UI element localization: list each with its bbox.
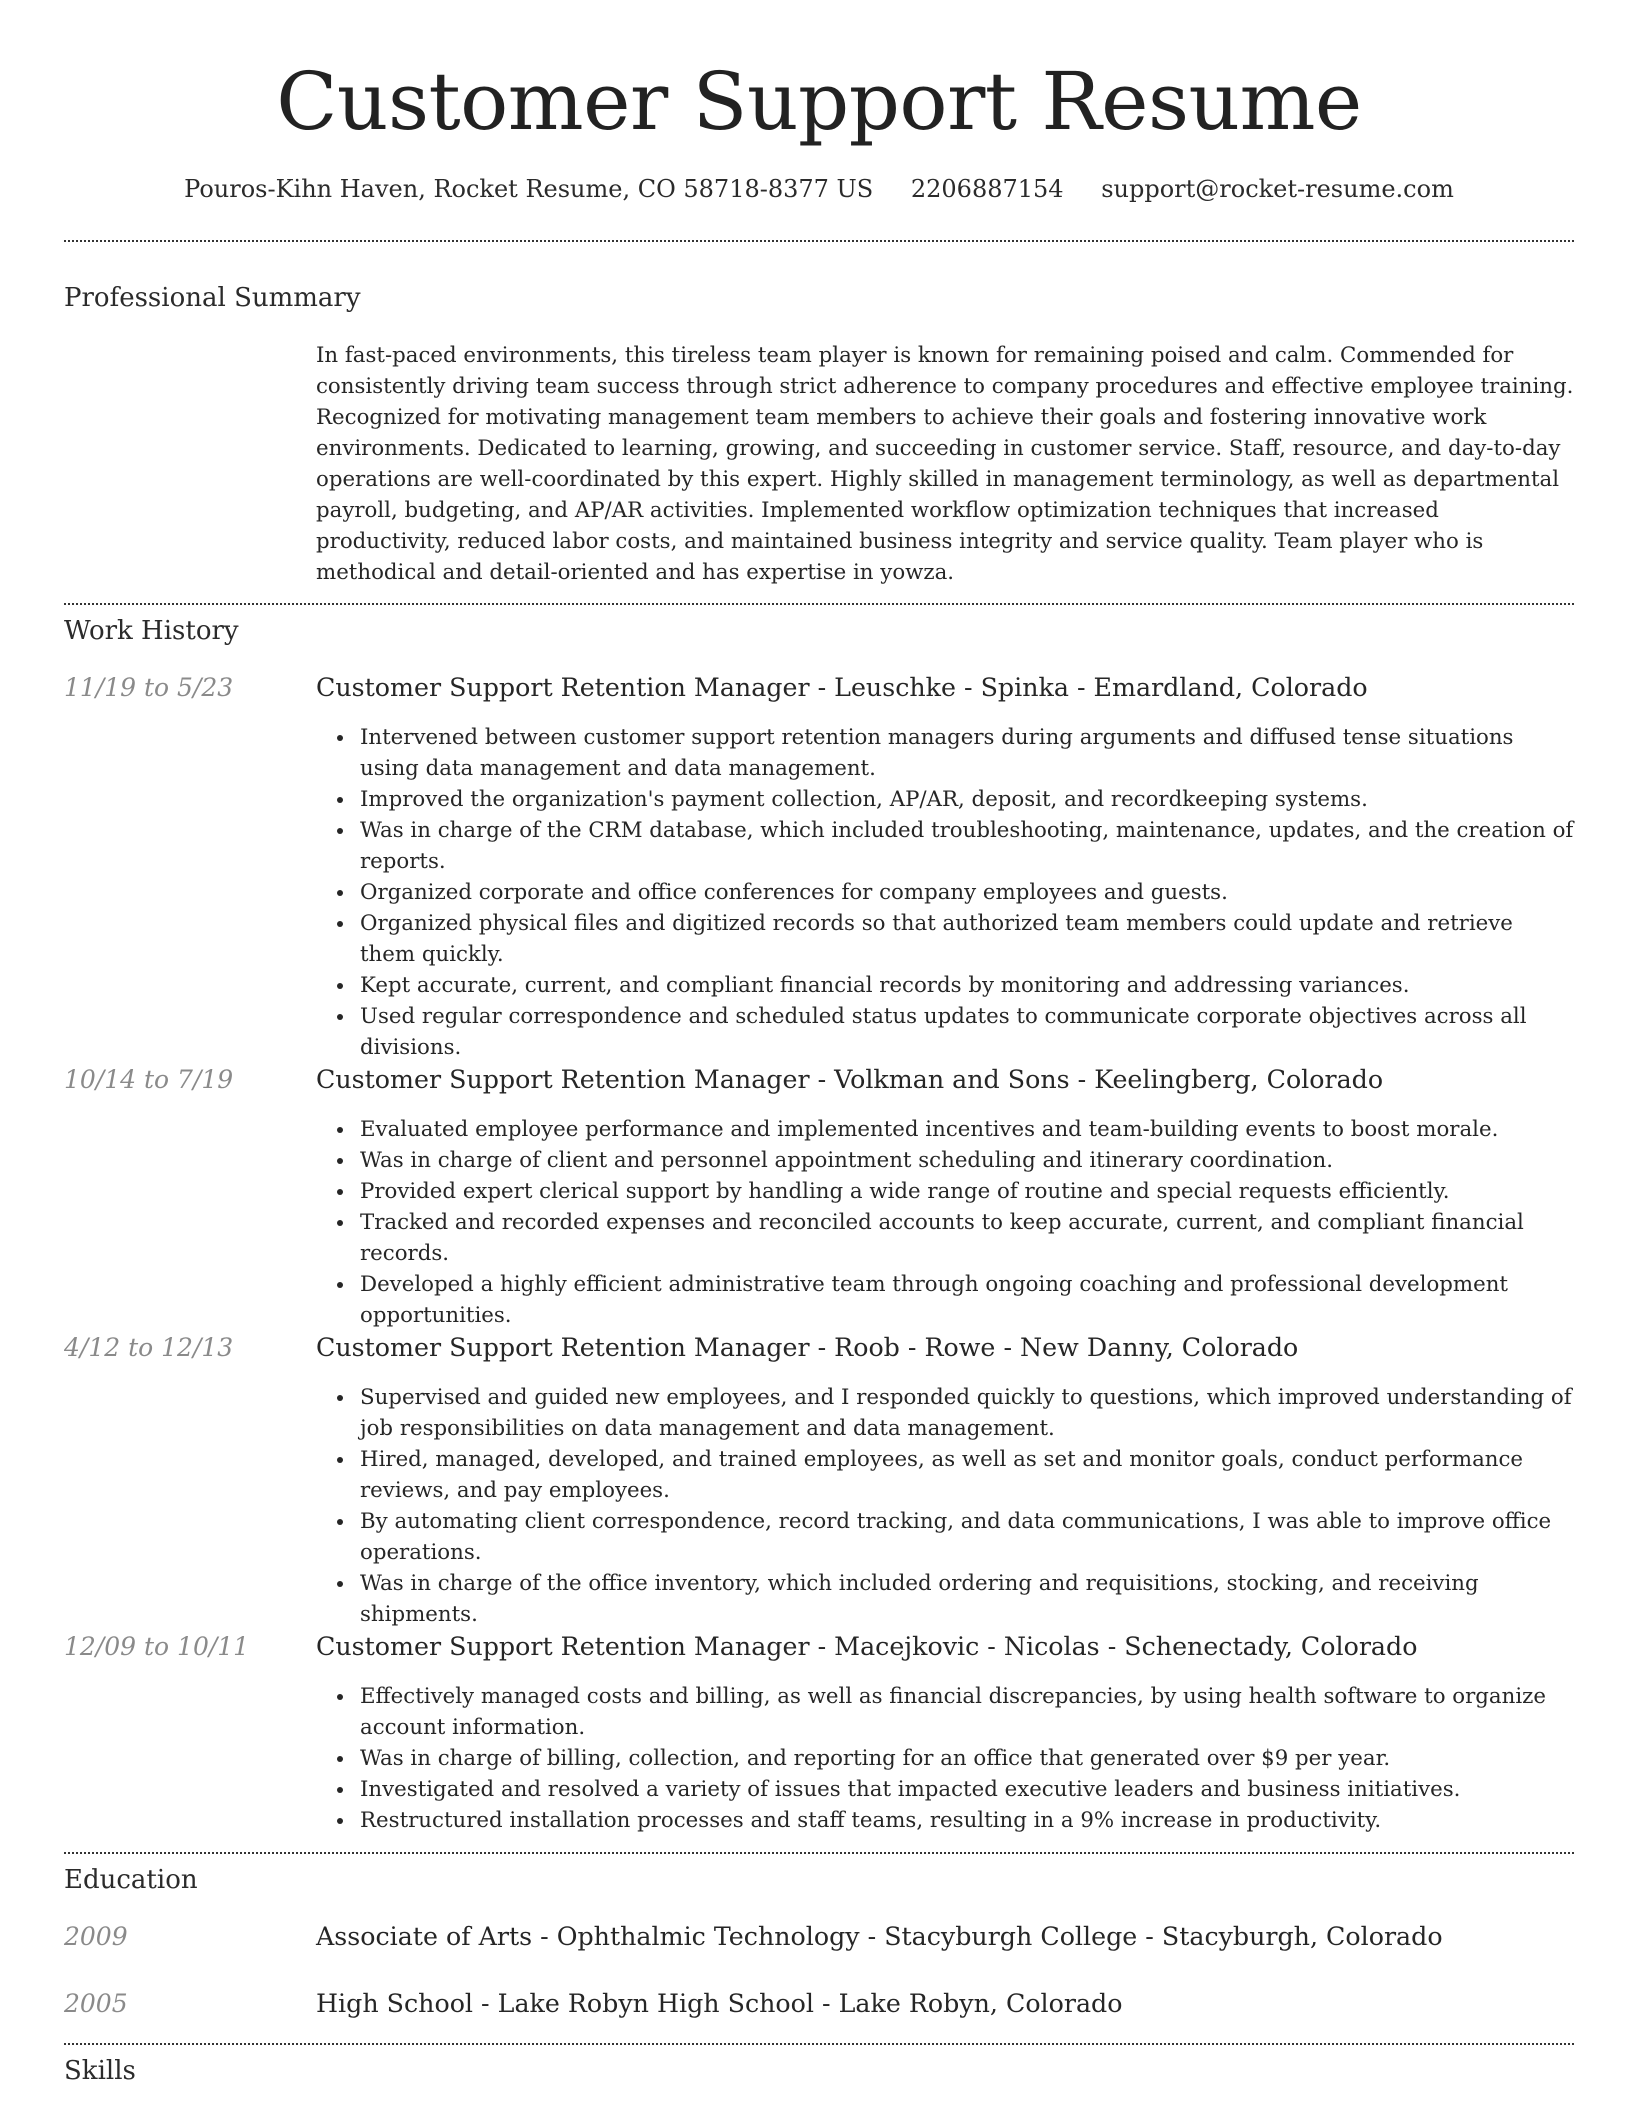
bullet-item: Intervened between customer support retention managers during arguments and diffused tense situations using data management and data management. — [360, 722, 1574, 784]
resume-title: Customer Support Resume — [276, 55, 1362, 148]
divider — [64, 2043, 1574, 2045]
education-text: Associate of Arts - Ophthalmic Technology - Stacyburgh College - Stacyburgh, Colorado — [316, 1922, 1443, 1951]
job-dates: 4/12 to 12/13 — [64, 1333, 234, 1362]
job-bullets — [316, 722, 1574, 1063]
bullet-item: Developed a highly efficient administrative team through ongoing coaching and professional development opportunities. — [360, 1269, 1574, 1331]
bullet-item: Was in charge of the office inventory, which included ordering and requisitions, stocking, and receiving shipments. — [360, 1568, 1574, 1630]
bullet-item: Effectively managed costs and billing, as well as financial discrepancies, by using health software to organize account information. — [360, 1681, 1574, 1743]
bullet-item: Evaluated employee performance and implemented incentives and team-building events to boost morale. — [360, 1114, 1574, 1145]
job-title: Customer Support Retention Manager - Roob - Rowe - New Danny, Colorado — [316, 1333, 1299, 1362]
job-title: Customer Support Retention Manager - Volkman and Sons - Keelingberg, Colorado — [316, 1065, 1384, 1094]
bullet-item: Was in charge of billing, collection, and reporting for an office that generated over $9 per year. — [360, 1743, 1574, 1774]
job-title: Customer Support Retention Manager - Macejkovic - Nicolas - Schenectady, Colorado — [316, 1632, 1418, 1661]
bullet-item: Restructured installation processes and staff teams, resulting in a 9% increase in productivity. — [360, 1805, 1574, 1836]
job-dates: 10/14 to 7/19 — [64, 1065, 234, 1094]
divider — [64, 240, 1574, 242]
summary-heading: Professional Summary — [64, 283, 361, 313]
bullet-item: Tracked and recorded expenses and reconciled accounts to keep accurate, current, and compliant financial records. — [360, 1207, 1574, 1269]
bullet-item: Investigated and resolved a variety of issues that impacted executive leaders and business initiatives. — [360, 1774, 1574, 1805]
divider — [64, 603, 1574, 605]
bullet-item: Hired, managed, developed, and trained employees, as well as set and monitor goals, conduct performance reviews, and pay employees. — [360, 1444, 1574, 1506]
job-bullets — [316, 1681, 1574, 1836]
education-year: 2009 — [64, 1922, 128, 1951]
education-year: 2005 — [64, 1989, 128, 2018]
bullet-item: Used regular correspondence and scheduled status updates to communicate corporate objectives across all divisions. — [360, 1001, 1574, 1063]
phone: 2206887154 — [910, 175, 1064, 203]
email: support@rocket-resume.com — [1101, 175, 1454, 203]
bullet-item: Supervised and guided new employees, and I responded quickly to questions, which improved understanding of job responsibilities on data management and data management. — [360, 1382, 1574, 1444]
job-bullets — [316, 1382, 1574, 1630]
job-title: Customer Support Retention Manager - Leuschke - Spinka - Emardland, Colorado — [316, 673, 1368, 702]
work-history-heading: Work History — [64, 616, 239, 646]
skills-heading: Skills — [64, 2056, 136, 2086]
education-heading: Education — [64, 1865, 198, 1895]
bullet-item: Organized physical files and digitized records so that authorized team members could update and retrieve them quickly. — [360, 908, 1574, 970]
address: Pouros-Kihn Haven, Rocket Resume, CO 58718-8377 US — [184, 175, 874, 203]
bullet-item: Provided expert clerical support by handling a wide range of routine and special requests efficiently. — [360, 1176, 1574, 1207]
bullet-item: Improved the organization's payment collection, AP/AR, deposit, and recordkeeping systems. — [360, 784, 1574, 815]
contact-line — [64, 172, 1574, 206]
bullet-item: Kept accurate, current, and compliant financial records by monitoring and addressing variances. — [360, 970, 1574, 1001]
job-dates: 11/19 to 5/23 — [64, 673, 234, 702]
job-dates: 12/09 to 10/11 — [64, 1632, 250, 1661]
bullet-item: By automating client correspondence, record tracking, and data communications, I was able to improve office operations. — [360, 1506, 1574, 1568]
summary-text: In fast-paced environments, this tireless team player is known for remaining poised and calm. Commended for consistently driving team success through strict adherence to company procedures and effective employee training. Recognized for motivating management team members to achieve their goals and fostering innovative work environments. Dedicated to learning, growing, and succeeding in customer service. Staff, resource, and day-to-day operations are well-coordinated by this expert. Highly skilled in management terminology, as well as departmental payroll, budgeting, and AP/AR activities. Implemented workflow optimization techniques that increased productivity, reduced labor costs, and maintained business integrity and service quality. Team player who is methodical and detail-oriented and has expertise in yowza. — [316, 343, 1574, 585]
bullet-item: Was in charge of the CRM database, which included troubleshooting, maintenance, updates, and the creation of reports. — [360, 815, 1574, 877]
education-text: High School - Lake Robyn High School - Lake Robyn, Colorado — [316, 1989, 1123, 2018]
job-bullets — [316, 1114, 1574, 1331]
bullet-item: Organized corporate and office conferences for company employees and guests. — [360, 877, 1574, 908]
divider — [64, 1852, 1574, 1854]
bullet-item: Was in charge of client and personnel appointment scheduling and itinerary coordination. — [360, 1145, 1574, 1176]
